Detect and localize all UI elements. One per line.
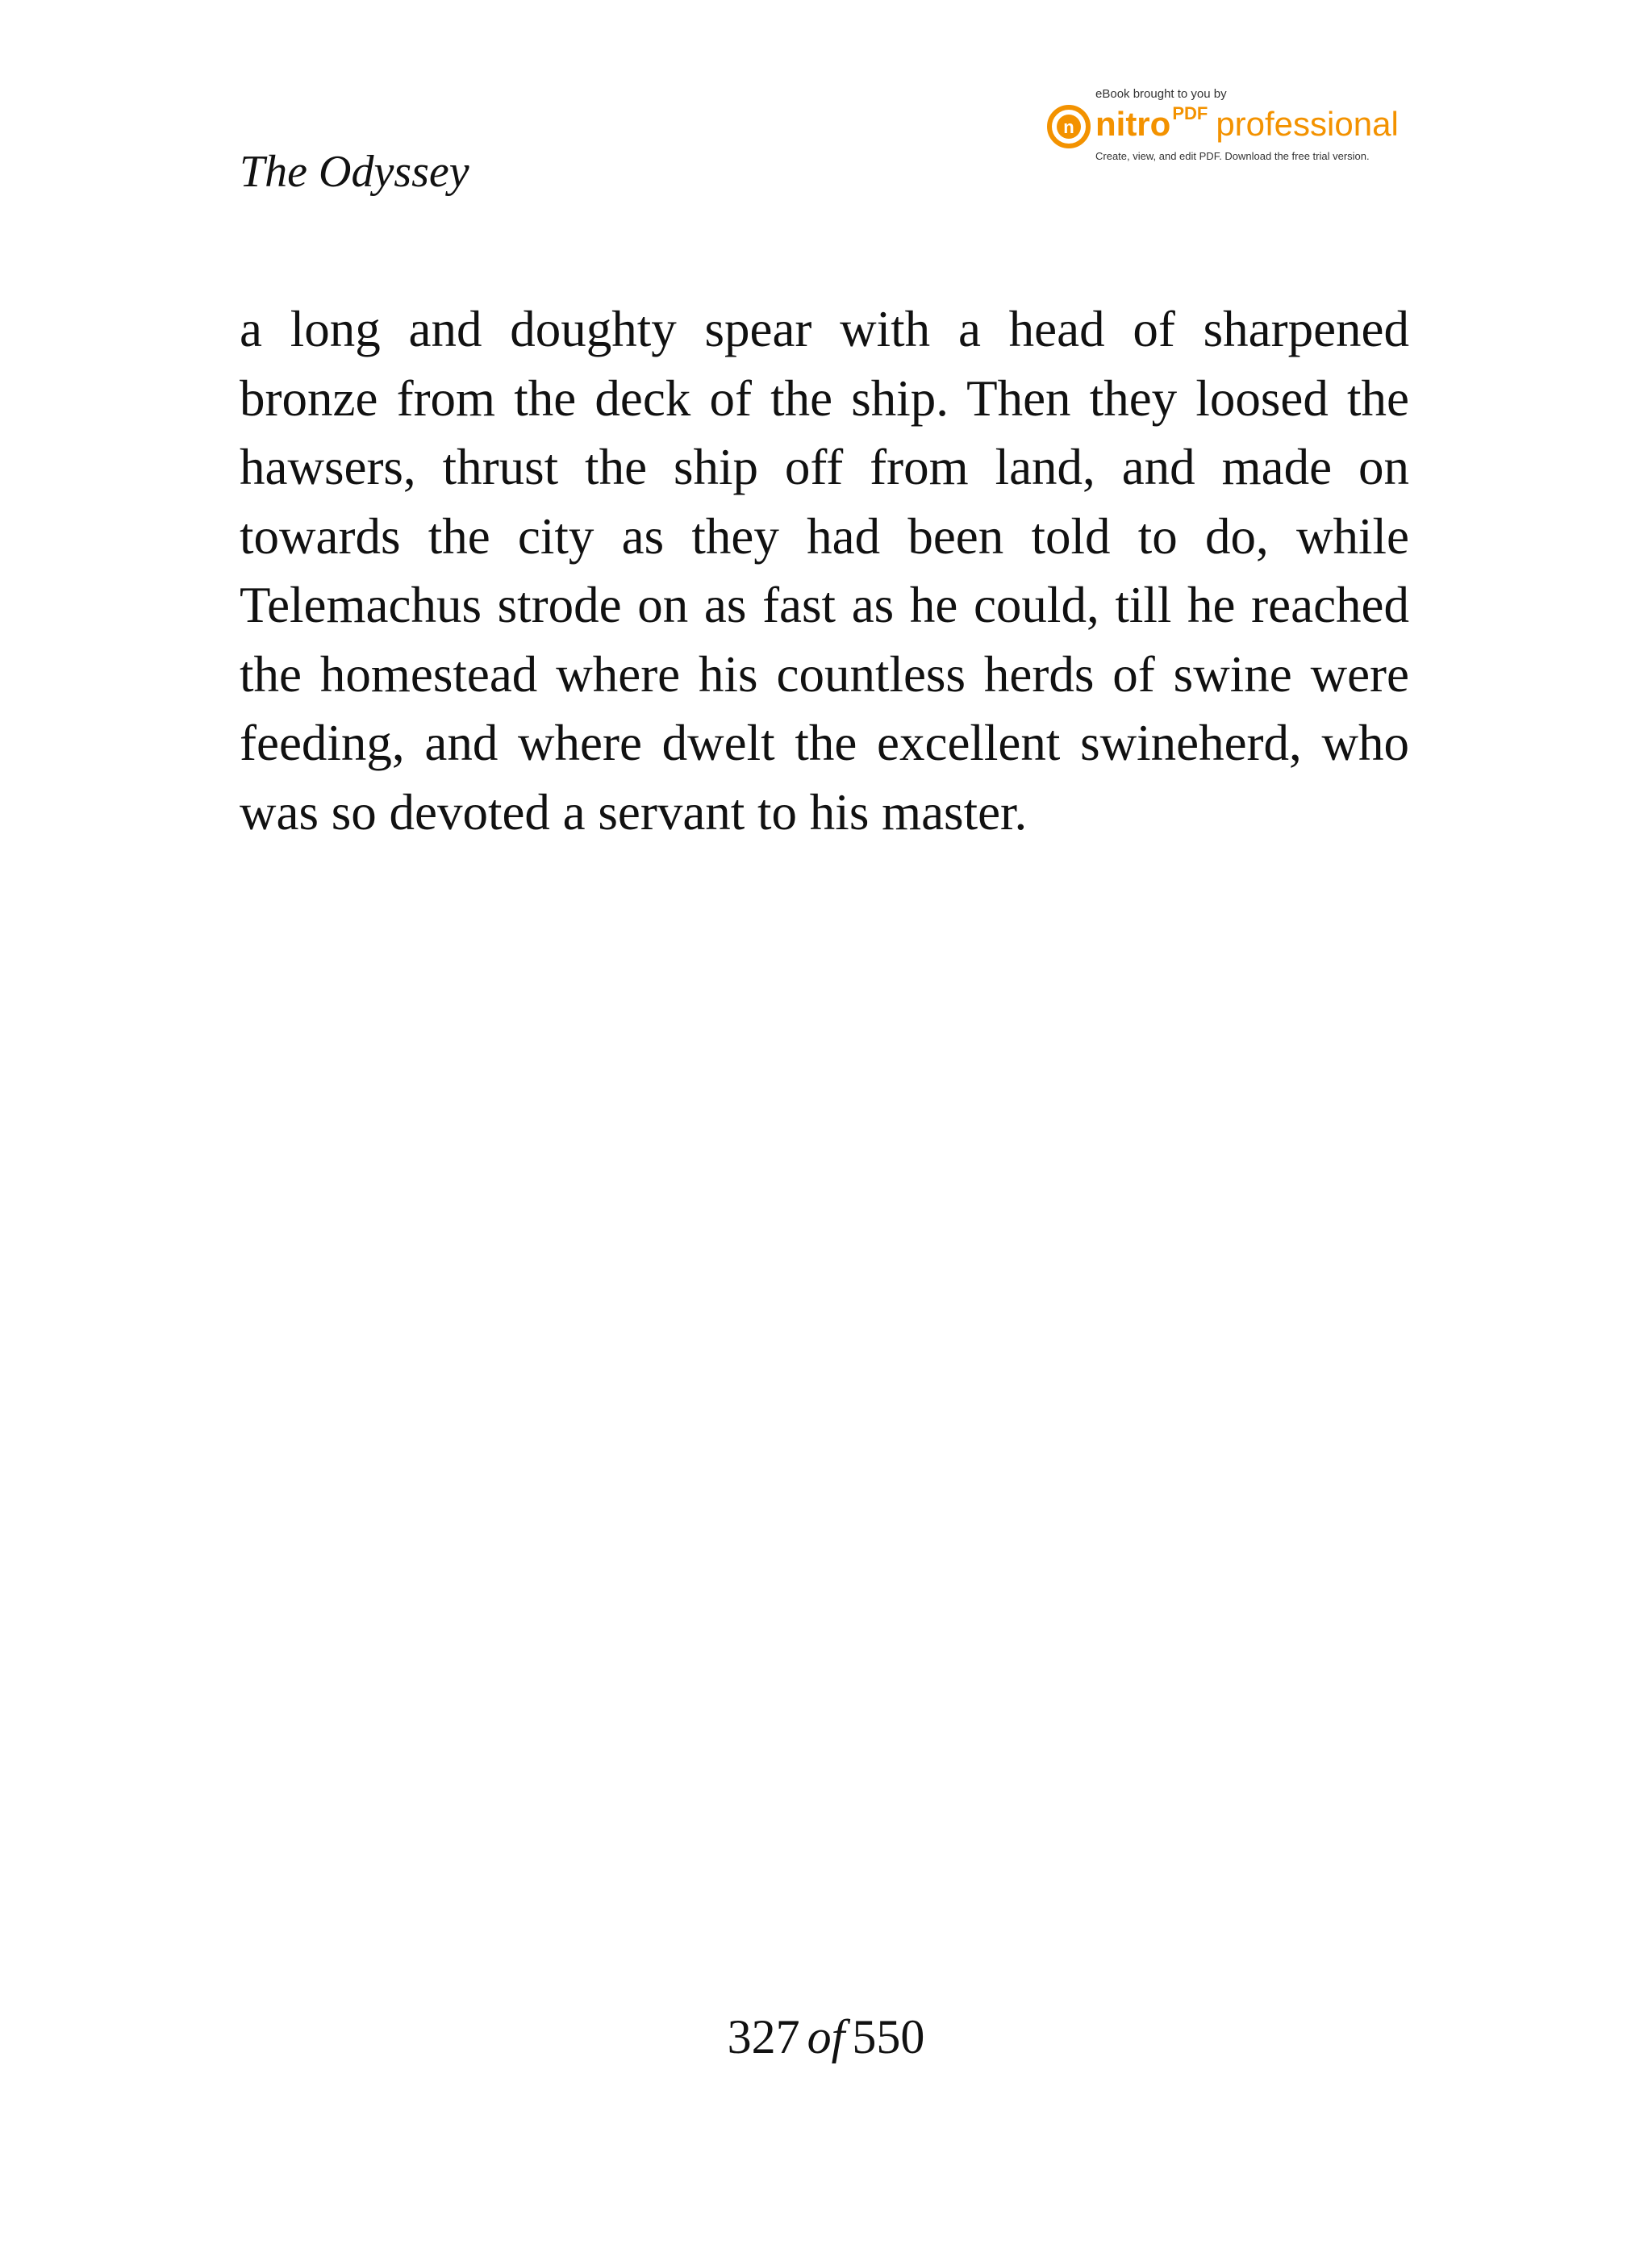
banner-tagline: Create, view, and edit PDF. Download the free trial version. bbox=[1095, 150, 1370, 162]
banner-brand bbox=[1095, 105, 1399, 141]
svg-text:n: n bbox=[1063, 117, 1074, 137]
nitro-pdf-banner[interactable] bbox=[1047, 87, 1418, 168]
page-of: of bbox=[807, 2010, 845, 2063]
page-number bbox=[0, 2010, 1652, 2063]
page-total: 550 bbox=[852, 2010, 925, 2063]
brand-professional: professional bbox=[1216, 105, 1399, 143]
brand-pdf: PDF bbox=[1172, 103, 1208, 123]
body-paragraph: a long and doughty spear with a head of sharpened bronze from the deck of the ship. Then they loosed the hawsers, thrust the ship off from land, and made on towards the city as they had been told to do, while Telemachus strode on as fast as he could, till he reached the homestead where his countless herds of swine were feeding, and where dwelt the excellent swineherd, who was so devoted a servant to his master. bbox=[240, 301, 1409, 841]
page-current: 327 bbox=[727, 2010, 800, 2063]
banner-brought-by: eBook brought to you by bbox=[1095, 87, 1227, 101]
nitro-logo-icon bbox=[1047, 105, 1091, 148]
running-head-title: The Odyssey bbox=[240, 147, 469, 197]
brand-nitro: nitro bbox=[1095, 105, 1171, 143]
